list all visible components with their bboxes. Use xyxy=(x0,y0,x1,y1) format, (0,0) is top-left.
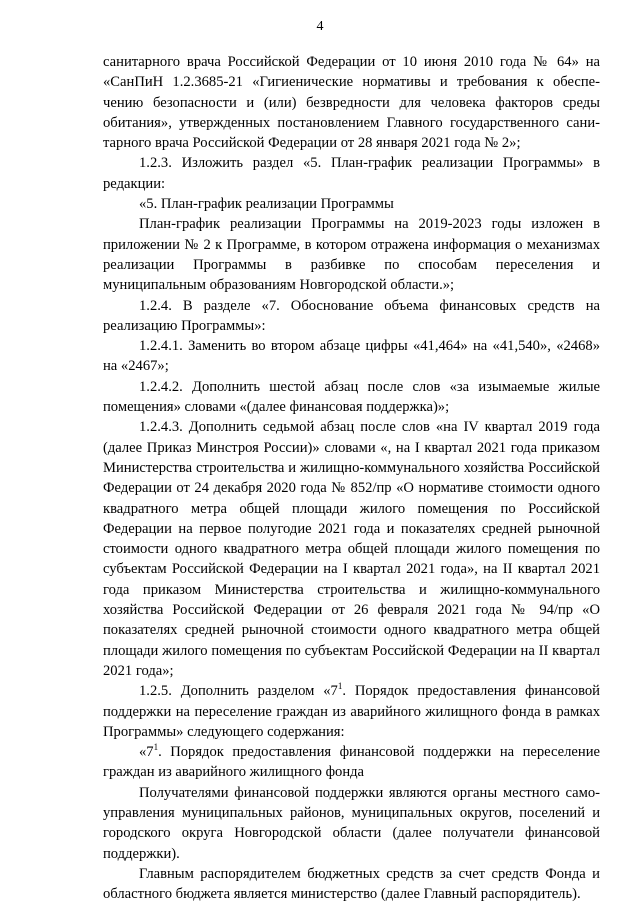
paragraph-1-2-4-2: 1.2.4.2. Дополнить шестой абзац после слов «за изымаемые жилые помещения» словами «(далее финансовая поддержка)»; xyxy=(103,378,600,416)
recipients-paragraph: Получателями финансовой поддержки являются органы местного само-управления муниципальных районов, муниципальных округов, поселений и городского округа Новгородской области (далее получатели финансовой поддержки). xyxy=(103,784,600,862)
paragraph-1: санитарного врача Российской Федерации от 10 июня 2010 года № 64» на «СанПиН 1.2.3685-21 «Гигиенические нормативы и требования к обеспе-чению безопасности и (или) безвредности для человека факторов среды обитания», утвержденных постановлением Главного государственного сани-тарного врача Российской Федерации от 28 января 2021 года № 2»; xyxy=(103,54,600,152)
section-5-heading: «5. План-график реализации Программы xyxy=(139,196,394,213)
document-body xyxy=(103,52,600,904)
paragraph-1-2-4: 1.2.4. В разделе «7. Обоснование объема финансовых средств на реализацию Программы»: xyxy=(103,297,600,334)
paragraph-1-2-3: 1.2.3. Изложить раздел «5. План-график реализации Программы» в редакции: xyxy=(103,155,600,192)
section-7-1-heading: «$7^1$. Порядок предоставления финансовой поддержки на переселение граждан из аварийного жилищного фонда xyxy=(103,742,600,781)
paragraph-1-2-4-3: 1.2.4.3. Дополнить седьмой абзац после слов «на IV квартал 2019 года (далее Приказ Минстроя России)» словами «, на I квартал 2021 года приказом Министерства строительства и жилищно-коммунального хозяйства Российской Федерации от 24 декабря 2020 года № 852/пр «О нормативе стоимости одного квадратного метра общей площади жилого помещения по Российской Федерации на первое полугодие 2021 года и показателях средней рыночной стоимости одного квадратного метра общей площади жилого помещения по субъектам Российской Федерации на I квартал 2021 года», на II квартал 2021 года приказом Министерства строительства и жилищно-коммунального хозяйства Российской Федерации от 26 февраля 2021 года № 94/пр «О показателях средней рыночной стоимости одного квадратного метра общей площади жилого помещения по субъектам Российской Федерации на II квартал 2021 года»; xyxy=(103,419,600,679)
paragraph-1-2-5: 1.2.5. Дополнить разделом «$7^1$. Порядок предоставления финансовой поддержки на переселение граждан из аварийного жилищного фонда в рамках Программы» следующего содержания: xyxy=(103,681,600,740)
page-number: 4 xyxy=(316,19,324,34)
section-5-body: План-график реализации Программы на 2019-2023 годы изложен в приложении № 2 к Программе, в котором отражена информация о механизмах реализации Программы в разбивке по способам переселения и муниципальным образованиям Новгородской области.»; xyxy=(103,216,600,294)
chief-manager-paragraph: Главным распорядителем бюджетных средств за счет средств Фонда и областного бюджета является министерство (далее Главный распорядитель). xyxy=(103,865,600,903)
paragraph-1-2-4-1: 1.2.4.1. Заменить во втором абзаце цифры «41,464» на «41,540», «2468» на «2467»; xyxy=(103,338,600,375)
